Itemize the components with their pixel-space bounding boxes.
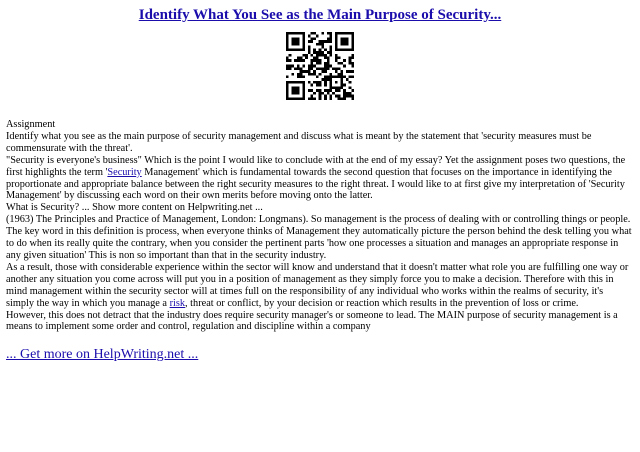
- page-title: [0, 6, 640, 24]
- paragraph-show-more: What is Security? ... Show more content on Helpwriting.net ...: [6, 202, 263, 214]
- assignment-prompt: Identify what you see as the main purpose of security management and discuss what is meant by the statement that 'security measures must be commensurate with the threat'.: [6, 130, 592, 154]
- paragraph-experience-text-b: , threat or conflict, by your decision or reaction which results in the prevention of loss or crime.: [185, 297, 579, 309]
- paragraph-intro-text-b: Management' which is fundamental towards the second question that focuses on the importance in identifying the proportionate and appropriate balance between the right security measures to the right threat. I would like to at first give my interpretation of 'Security Management' by discussing each word on their own merits before moving onto the latter.: [6, 166, 625, 202]
- paragraph-management: (1963) The Principles and Practice of Management, London: Longmans). So management is the process of dealing with or controlling things or people. The key word in this definition is process, when everyone thinks of Management they automatically picture the person behind the desk telling you what to do when its really quite the contrary, when you consider the pertinent parts 'how one processes a situation and manages an appropriate response in any given situation' This is non so important than that in the security industry.: [6, 214, 632, 261]
- article-body: [6, 119, 632, 333]
- paragraph-experience: [6, 262, 632, 310]
- get-more-container: [6, 347, 198, 363]
- paragraph-purpose: However, this does not detract that the industry does require security manager's or someone to lead. The MAIN purpose of security management is a means to implement some order and control, regulation and discipline within a company: [6, 309, 618, 333]
- paragraph-experience-text-a: As a result, those with considerable experience within the sector will know and understand that it doesn't matter what role you are fulfilling one way or another any situation you come across will put you in a position of management as they simply force you to make a decision. Therefore with this in mind management within the security sector will at times full on the responsibility of any individual who works within the realms of security, it's simply the way in which you manage a: [6, 261, 629, 309]
- qr-code-icon: [286, 32, 354, 100]
- get-more-link[interactable]: ... Get more on HelpWriting.net ...: [6, 347, 199, 362]
- assignment-heading: Assignment: [6, 119, 56, 130]
- title-link[interactable]: Identify What You See as the Main Purpose of Security...: [138, 7, 502, 23]
- risk-link[interactable]: risk: [169, 297, 186, 309]
- paragraph-intro: [6, 155, 632, 203]
- paragraph-intro-text-a: "Security is everyone's business" Which is the point I would like to conclude with at the end of my essay? Yet the assignment poses two questions, the first highlights the term ': [6, 154, 626, 178]
- security-link[interactable]: Security: [107, 166, 142, 178]
